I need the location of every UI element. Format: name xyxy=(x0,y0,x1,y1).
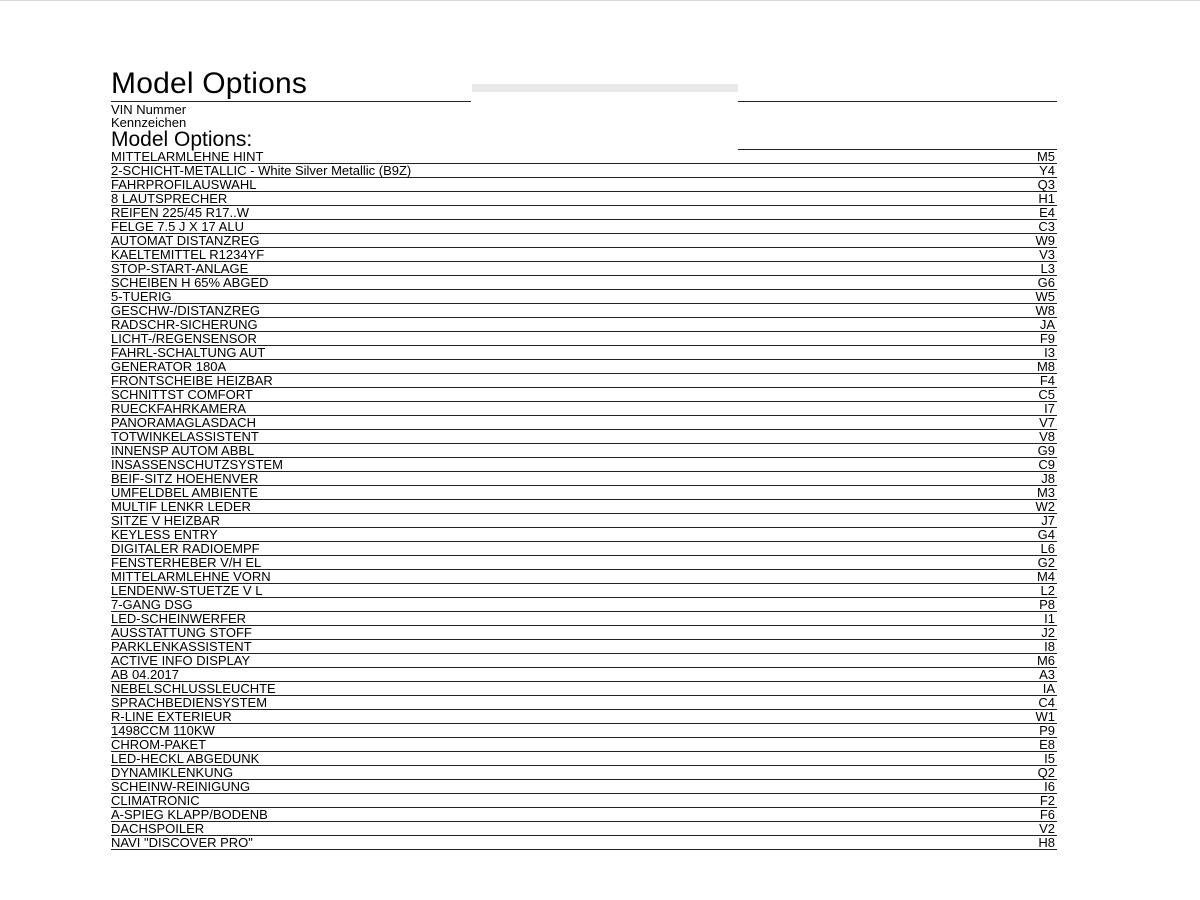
plate-label: Kennzeichen xyxy=(111,115,187,130)
vehicle-meta xyxy=(111,103,1057,129)
top-border xyxy=(0,0,1200,1)
option-name: MITTELARMLEHNE HINT xyxy=(111,149,264,164)
option-row xyxy=(111,836,1057,850)
option-name: R-LINE EXTERIEUR xyxy=(111,709,232,724)
header-rule-left xyxy=(111,101,471,102)
option-row xyxy=(111,584,1057,598)
option-code: C5 xyxy=(1038,387,1055,402)
option-name: UMFELDBEL AMBIENTE xyxy=(111,485,258,500)
option-row xyxy=(111,570,1057,584)
option-code: W1 xyxy=(1035,709,1055,724)
option-name: AUTOMAT DISTANZREG xyxy=(111,233,260,248)
option-row xyxy=(111,150,1057,164)
option-name: ACTIVE INFO DISPLAY xyxy=(111,653,251,668)
option-name: INNENSP AUTOM ABBL xyxy=(111,443,255,458)
document-page xyxy=(111,67,1057,850)
option-name: REIFEN 225/45 R17..W xyxy=(111,205,249,220)
option-name: DACHSPOILER xyxy=(111,821,205,836)
option-name: LICHT-/REGENSENSOR xyxy=(111,331,257,346)
option-name: 1498CCM 110KW xyxy=(111,723,215,738)
option-name: AUSSTATTUNG STOFF xyxy=(111,625,252,640)
option-name: 8 LAUTSPRECHER xyxy=(111,191,228,206)
option-name: 7-GANG DSG xyxy=(111,597,193,612)
option-row xyxy=(111,304,1057,318)
option-name: SCHEINW-REINIGUNG xyxy=(111,779,251,794)
option-row xyxy=(111,724,1057,738)
option-code: L6 xyxy=(1040,541,1055,556)
option-name: GESCHW-/DISTANZREG xyxy=(111,303,261,318)
option-row xyxy=(111,416,1057,430)
option-code: C9 xyxy=(1038,457,1055,472)
option-name: GENERATOR 180A xyxy=(111,359,227,374)
option-name: SCHNITTST COMFORT xyxy=(111,387,253,402)
option-name: DIGITALER RADIOEMPF xyxy=(111,541,260,556)
option-code: J2 xyxy=(1041,625,1055,640)
option-code: G6 xyxy=(1037,275,1055,290)
option-row xyxy=(111,654,1057,668)
option-code: J8 xyxy=(1041,471,1055,486)
option-row xyxy=(111,738,1057,752)
option-name: INSASSENSCHUTZSYSTEM xyxy=(111,457,283,472)
option-row xyxy=(111,556,1057,570)
option-code: C4 xyxy=(1038,695,1055,710)
option-row xyxy=(111,458,1057,472)
option-code: W9 xyxy=(1035,233,1055,248)
option-name: FAHRL-SCHALTUNG AUT xyxy=(111,345,266,360)
option-code: V8 xyxy=(1039,429,1055,444)
option-row xyxy=(111,192,1057,206)
option-name: CLIMATRONIC xyxy=(111,793,200,808)
option-row xyxy=(111,234,1057,248)
option-code: Q3 xyxy=(1037,177,1055,192)
option-row xyxy=(111,612,1057,626)
option-row xyxy=(111,528,1057,542)
option-row xyxy=(111,318,1057,332)
option-row xyxy=(111,360,1057,374)
option-row xyxy=(111,164,1057,178)
option-code: W5 xyxy=(1035,289,1055,304)
option-code: M3 xyxy=(1036,485,1055,500)
option-row xyxy=(111,472,1057,486)
option-name: RUECKFAHRKAMERA xyxy=(111,401,247,416)
option-name: NAVI "DISCOVER PRO" xyxy=(111,835,253,850)
redacted-area xyxy=(472,84,738,92)
option-name: LED-SCHEINWERFER xyxy=(111,611,247,626)
option-row xyxy=(111,710,1057,724)
option-row xyxy=(111,206,1057,220)
option-name: SPRACHBEDIENSYSTEM xyxy=(111,695,268,710)
option-name: TOTWINKELASSISTENT xyxy=(111,429,259,444)
option-row xyxy=(111,332,1057,346)
option-name: PANORAMAGLASDACH xyxy=(111,415,256,430)
option-code: M6 xyxy=(1036,653,1055,668)
option-code: L2 xyxy=(1040,583,1055,598)
option-name: DYNAMIKLENKUNG xyxy=(111,765,234,780)
option-code: M5 xyxy=(1036,149,1055,164)
option-code: I8 xyxy=(1044,639,1055,654)
option-name: CHROM-PAKET xyxy=(111,737,207,752)
option-row xyxy=(111,752,1057,766)
option-row xyxy=(111,374,1057,388)
option-name: FRONTSCHEIBE HEIZBAR xyxy=(111,373,273,388)
option-name: FENSTERHEBER V/H EL xyxy=(111,555,262,570)
option-code: E4 xyxy=(1039,205,1055,220)
option-name: RADSCHR-SICHERUNG xyxy=(111,317,258,332)
option-name: AB 04.2017 xyxy=(111,667,179,682)
option-name: SCHEIBEN H 65% ABGED xyxy=(111,275,269,290)
option-code: Y4 xyxy=(1039,163,1055,178)
option-code: JA xyxy=(1039,317,1055,332)
page-title: Model Options xyxy=(111,67,308,100)
option-code: M8 xyxy=(1036,359,1055,374)
option-code: W8 xyxy=(1035,303,1055,318)
option-name: SITZE V HEIZBAR xyxy=(111,513,221,528)
option-code: F9 xyxy=(1039,331,1055,346)
option-code: Q2 xyxy=(1037,765,1055,780)
option-row xyxy=(111,542,1057,556)
option-row xyxy=(111,682,1057,696)
option-row xyxy=(111,178,1057,192)
option-row xyxy=(111,780,1057,794)
vin-label: VIN Nummer xyxy=(111,102,187,117)
header-rule-right xyxy=(738,101,1057,102)
option-row xyxy=(111,486,1057,500)
option-code: A3 xyxy=(1039,667,1055,682)
option-code: J7 xyxy=(1041,513,1055,528)
option-row xyxy=(111,290,1057,304)
option-row xyxy=(111,766,1057,780)
option-row xyxy=(111,276,1057,290)
option-name: LED-HECKL ABGEDUNK xyxy=(111,751,260,766)
option-code: P9 xyxy=(1039,723,1055,738)
option-code: C3 xyxy=(1038,219,1055,234)
option-name: FAHRPROFILAUSWAHL xyxy=(111,177,257,192)
option-row xyxy=(111,808,1057,822)
option-name: LENDENW-STUETZE V L xyxy=(111,583,263,598)
option-row xyxy=(111,640,1057,654)
option-name: STOP-START-ANLAGE xyxy=(111,261,249,276)
option-row xyxy=(111,668,1057,682)
option-code: E8 xyxy=(1039,737,1055,752)
option-code: V7 xyxy=(1039,415,1055,430)
option-code: G4 xyxy=(1037,527,1055,542)
option-code: M4 xyxy=(1036,569,1055,584)
option-code: I6 xyxy=(1044,779,1055,794)
option-name: 5-TUERIG xyxy=(111,289,172,304)
option-name: BEIF-SITZ HOEHENVER xyxy=(111,471,259,486)
option-name: FELGE 7.5 J X 17 ALU xyxy=(111,219,244,234)
option-row xyxy=(111,444,1057,458)
option-code: F4 xyxy=(1039,373,1055,388)
option-code: I3 xyxy=(1044,345,1055,360)
option-row xyxy=(111,794,1057,808)
option-row xyxy=(111,430,1057,444)
option-code: V3 xyxy=(1039,247,1055,262)
option-row xyxy=(111,346,1057,360)
option-code: I5 xyxy=(1044,751,1055,766)
option-code: L3 xyxy=(1040,261,1055,276)
option-row xyxy=(111,388,1057,402)
option-row xyxy=(111,822,1057,836)
option-code: I1 xyxy=(1044,611,1055,626)
option-name: A-SPIEG KLAPP/BODENB xyxy=(111,807,268,822)
option-row xyxy=(111,598,1057,612)
option-name: MULTIF LENKR LEDER xyxy=(111,499,251,514)
option-row xyxy=(111,626,1057,640)
section-subtitle: Model Options: xyxy=(111,128,253,151)
option-code: G2 xyxy=(1037,555,1055,570)
option-name: PARKLENKASSISTENT xyxy=(111,639,252,654)
option-code: G9 xyxy=(1037,443,1055,458)
option-row xyxy=(111,248,1057,262)
option-row xyxy=(111,696,1057,710)
option-code: F6 xyxy=(1039,807,1055,822)
option-row xyxy=(111,262,1057,276)
option-code: H8 xyxy=(1038,835,1055,850)
option-name: MITTELARMLEHNE VORN xyxy=(111,569,271,584)
option-row xyxy=(111,514,1057,528)
option-name: 2-SCHICHT-METALLIC - White Silver Metallic (B9Z) xyxy=(111,163,412,178)
option-name: NEBELSCHLUSSLEUCHTE xyxy=(111,681,276,696)
option-row xyxy=(111,402,1057,416)
option-code: V2 xyxy=(1039,821,1055,836)
options-list xyxy=(111,150,1057,850)
option-row xyxy=(111,500,1057,514)
option-name: KEYLESS ENTRY xyxy=(111,527,218,542)
option-name: KAELTEMITTEL R1234YF xyxy=(111,247,265,262)
option-code: F2 xyxy=(1039,793,1055,808)
option-code: P8 xyxy=(1039,597,1055,612)
option-code: W2 xyxy=(1035,499,1055,514)
option-row xyxy=(111,220,1057,234)
option-code: I7 xyxy=(1044,401,1055,416)
option-code: IA xyxy=(1042,681,1055,696)
option-code: H1 xyxy=(1038,191,1055,206)
